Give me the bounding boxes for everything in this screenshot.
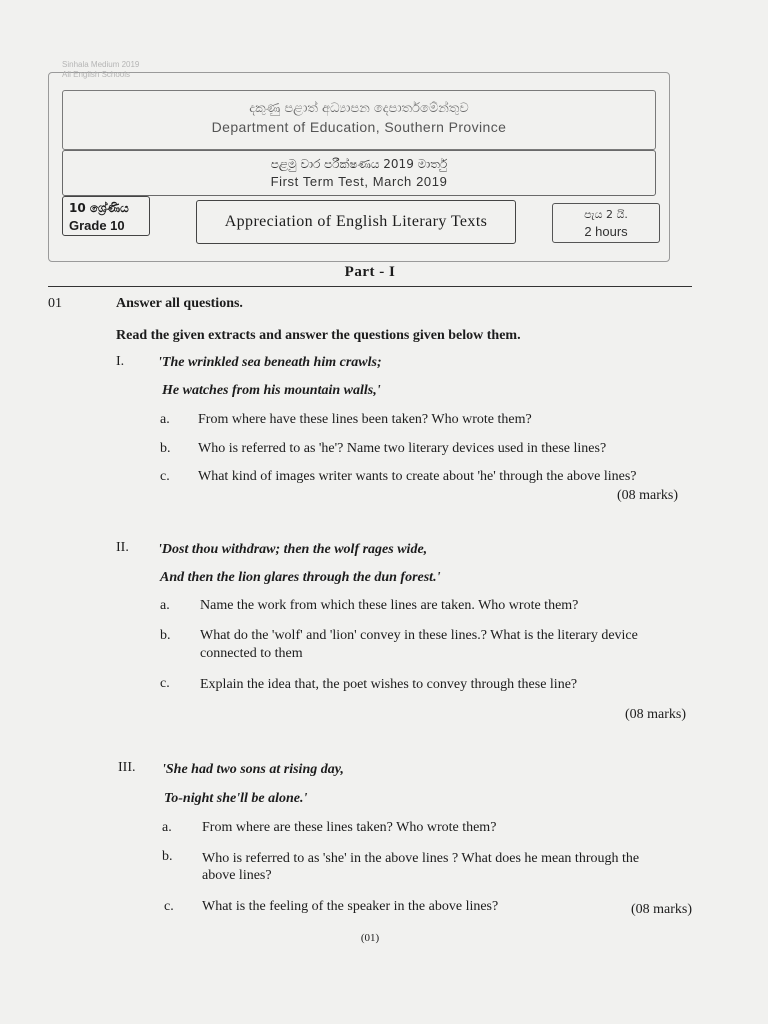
- item-letter: b.: [160, 441, 171, 456]
- time-box: [552, 203, 660, 243]
- instruction-read-extracts: Read the given extracts and answer the questions given below them.: [116, 328, 521, 343]
- quote-line: 'The wrinkled sea beneath him crawls;: [158, 355, 382, 370]
- item-text: Who is referred to as 'he'? Name two literary devices used in these lines?: [198, 441, 607, 456]
- item-letter: a.: [160, 598, 170, 613]
- item-text: Name the work from which these lines are taken. Who wrote them?: [200, 598, 579, 613]
- item-text: What kind of images writer wants to create about 'he' through the above lines?: [198, 469, 637, 484]
- faint-line-2: All English Schools: [62, 70, 131, 79]
- grade-sinhala: 10 ශ්‍රේණිය: [69, 201, 129, 215]
- quote-line: And then the lion glares through the dun forest.': [160, 570, 441, 585]
- subject-title: Appreciation of English Literary Texts: [224, 213, 488, 230]
- item-text-continued: above lines?: [202, 868, 272, 883]
- section-numeral: II.: [116, 540, 129, 555]
- department-sinhala: දකුණු පළාත් අධ්‍යාපන දෙපාර්තමේන්තුව: [249, 101, 469, 116]
- quote-line: 'Dost thou withdraw; then the wolf rages wide,: [158, 542, 428, 557]
- section-numeral: I.: [116, 354, 125, 369]
- item-text: From where have these lines been taken? Who wrote them?: [198, 412, 532, 427]
- faint-header-text: [62, 60, 139, 80]
- time-english: 2 hours: [584, 224, 628, 239]
- marks-label: (08 marks): [616, 488, 678, 503]
- item-text-continued: connected to them: [200, 646, 303, 661]
- item-text: From where are these lines taken? Who wrote them?: [202, 820, 497, 835]
- item-letter: c.: [164, 899, 174, 914]
- question-number: 01: [48, 296, 62, 311]
- page-number: (01): [360, 932, 380, 944]
- part-divider: [48, 286, 692, 287]
- quote-line: He watches from his mountain walls,': [162, 383, 381, 398]
- instruction-answer-all: Answer all questions.: [116, 296, 243, 311]
- part-heading: Part - I: [344, 264, 396, 280]
- term-sinhala: පළමු වාර පරීක්ෂණය 2019 මාර්තු: [270, 157, 448, 171]
- grade-english: Grade 10: [69, 218, 125, 233]
- marks-label: (08 marks): [630, 902, 692, 917]
- item-text: What do the 'wolf' and 'lion' convey in these lines.? What is the literary device: [200, 628, 638, 643]
- item-letter: a.: [162, 820, 172, 835]
- item-letter: b.: [162, 849, 173, 864]
- faint-line-1: Sinhala Medium 2019: [62, 60, 140, 69]
- time-sinhala: පැය 2 යි.: [584, 208, 628, 221]
- quote-line: 'She had two sons at rising day,: [162, 762, 344, 777]
- item-text: Who is referred to as 'she' in the above lines ? What does he mean through the: [202, 851, 640, 866]
- quote-line: To-night she'll be alone.': [164, 791, 308, 806]
- marks-label: (08 marks): [624, 707, 686, 722]
- item-letter: b.: [160, 628, 171, 643]
- subject-box: [196, 200, 516, 244]
- department-english: Department of Education, Southern Province: [211, 119, 507, 135]
- item-text: What is the feeling of the speaker in the above lines?: [202, 899, 499, 914]
- item-text: Explain the idea that, the poet wishes to convey through these line?: [200, 677, 578, 692]
- item-letter: c.: [160, 676, 170, 691]
- item-letter: c.: [160, 469, 170, 484]
- grade-box: [62, 196, 150, 236]
- section-numeral: III.: [118, 760, 136, 775]
- item-letter: a.: [160, 412, 170, 427]
- term-english: First Term Test, March 2019: [270, 174, 448, 189]
- term-box: [62, 150, 656, 196]
- department-box: [62, 90, 656, 150]
